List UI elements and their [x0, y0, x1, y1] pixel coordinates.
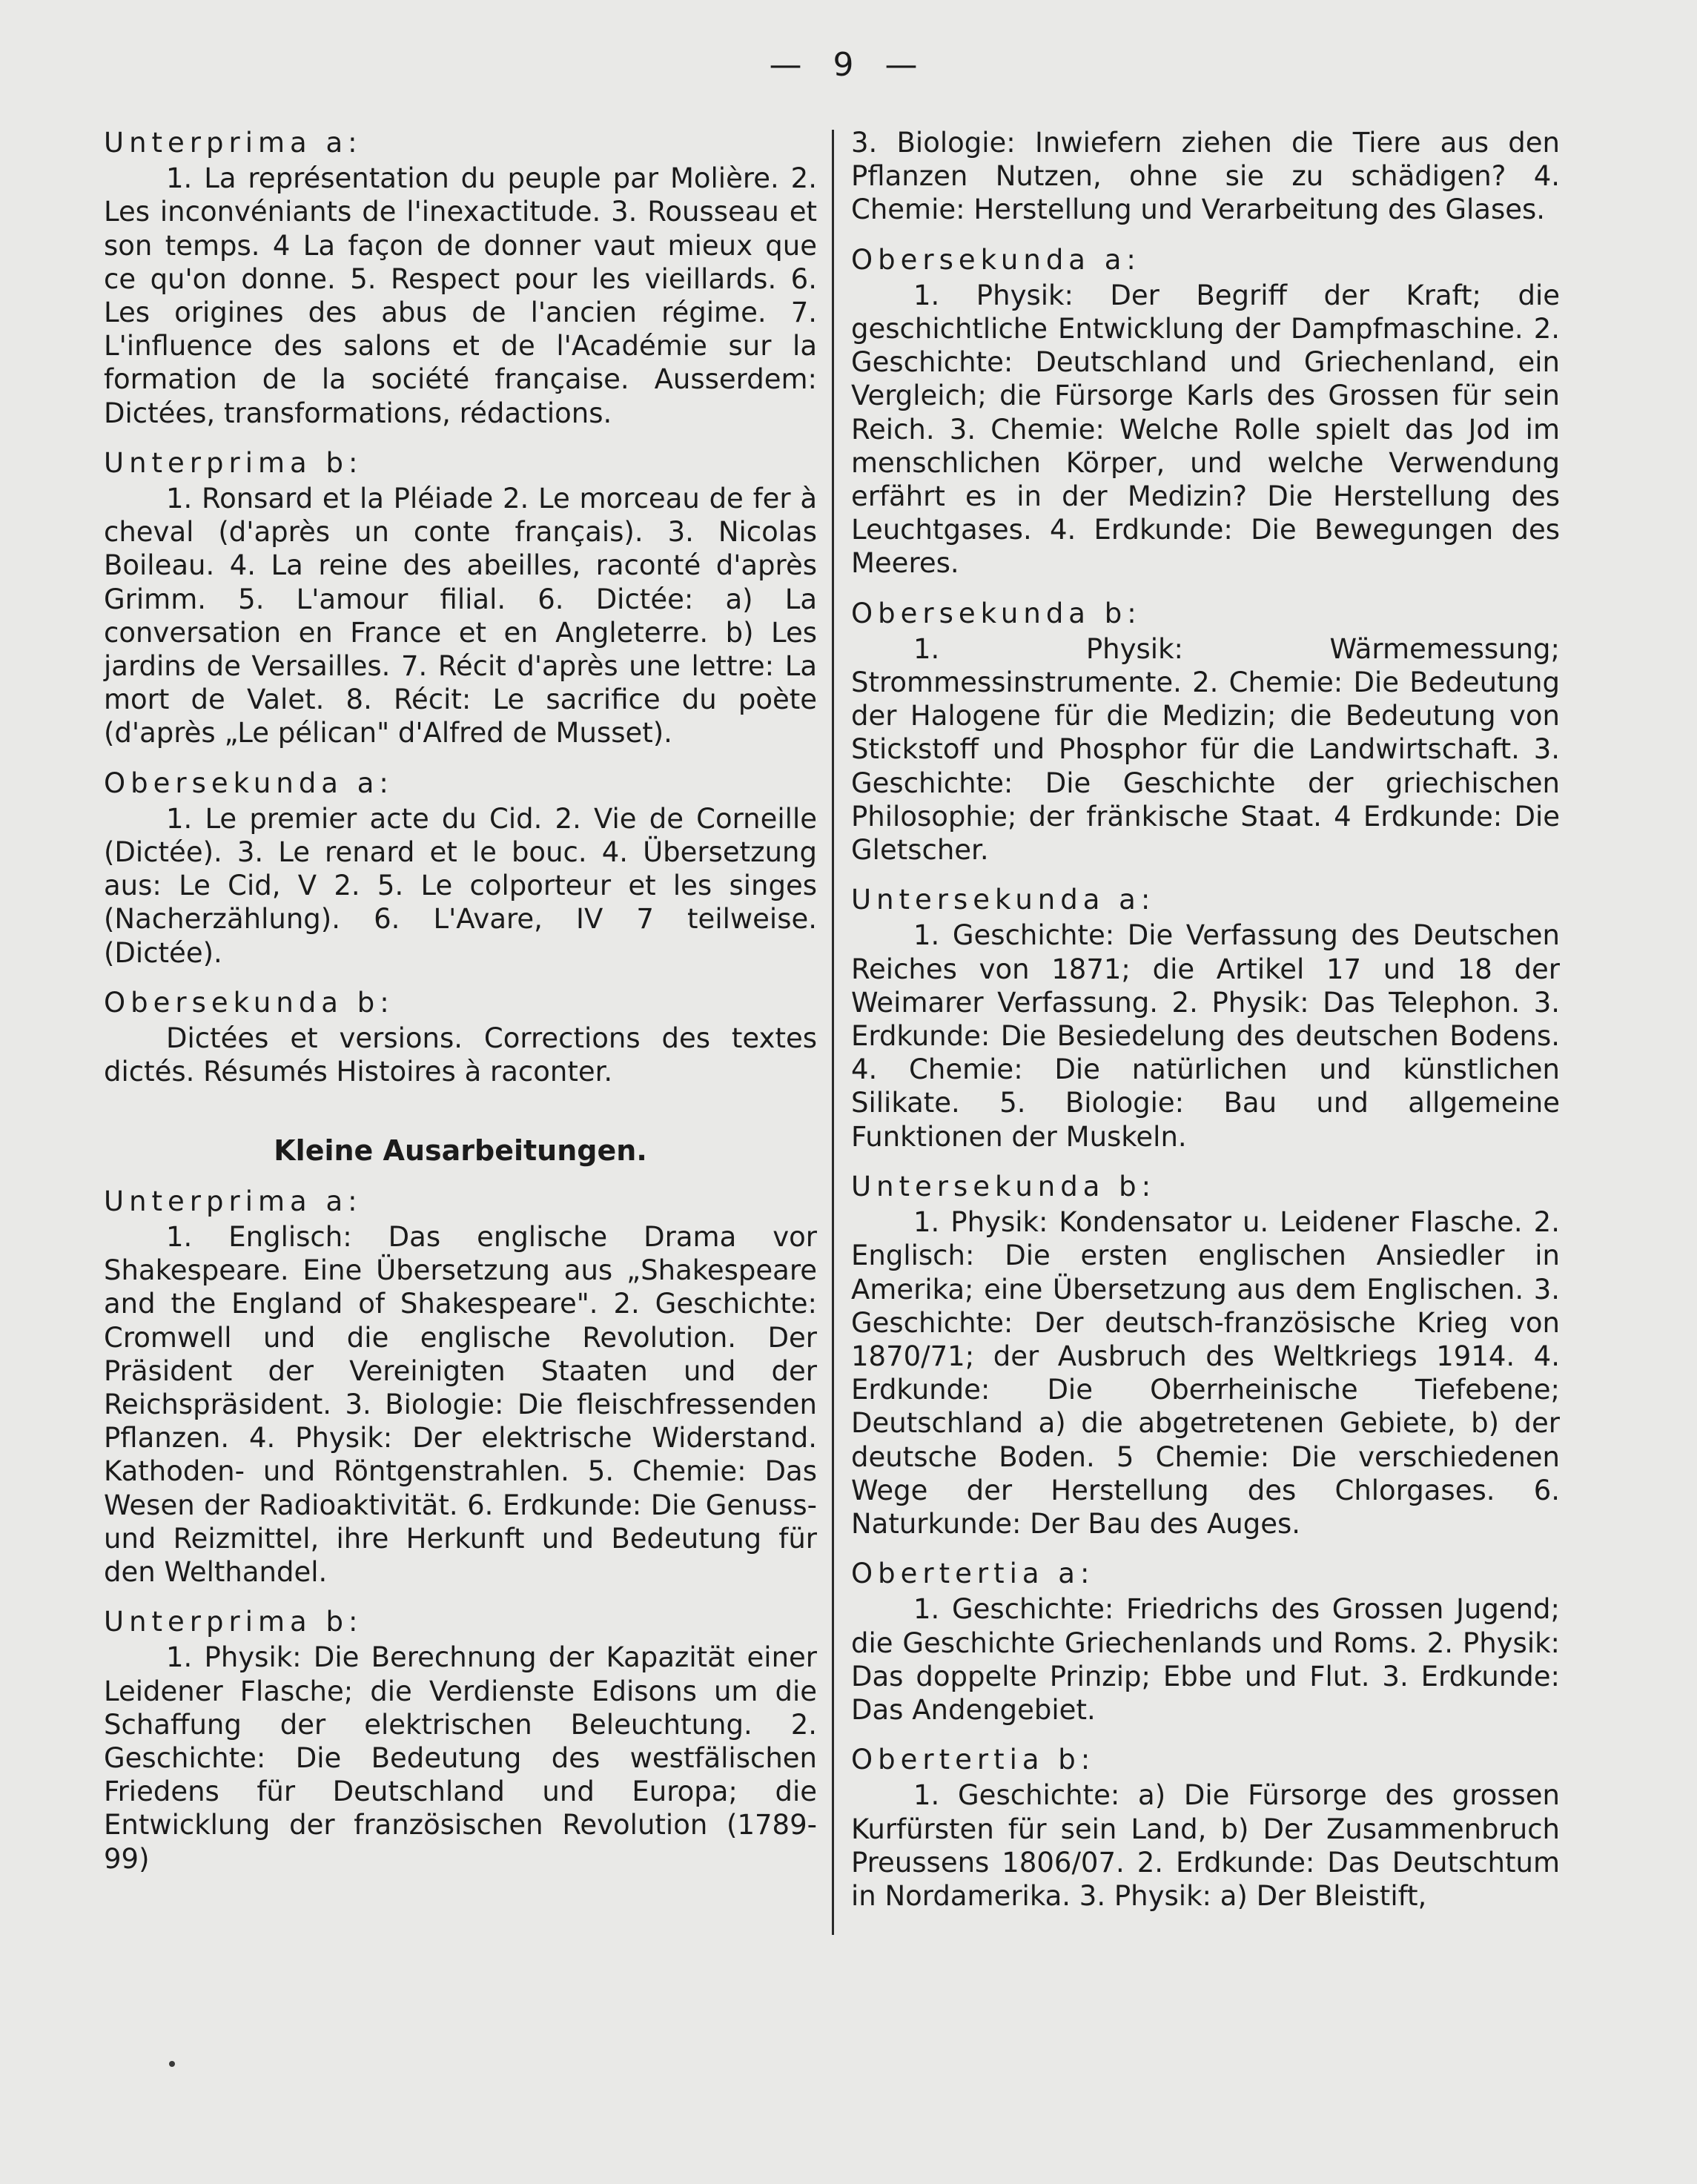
section-text: 1. Geschichte: Friedrichs des Grossen Jugend; die Geschichte Griechenlands und Roms. 2. Physik: Das doppelte Prinzip; Ebbe und Flut. 3. Erdkunde: Das Andengebiet. [851, 1593, 1560, 1726]
section-heading-obertertia-b: Obertertia b: [851, 1744, 1096, 1776]
section-body [104, 1220, 817, 1589]
section-text: 1. Physik: Wärmemessung; Strommessinstrumente. 2. Chemie: Die Bedeutung der Halogene für die Medizin; die Bedeutung von Stickstoff und Phosphor für die Landwirtschaft. 3. Geschichte: Die Geschichte der griechischen Philosophie; der fränkische Staat. 4 Erdkunde: Die Gletscher. [851, 632, 1560, 867]
section-text: 1. Geschichte: Die Verfassung des Deutschen Reiches von 1871; die Artikel 17 und 18 der Weimarer Verfassung. 2. Physik: Das Telephon. 3. Erdkunde: Die Besiedelung des deutschen Bodens. 4. Chemie: Die natürlichen und künstlichen Silikate. 5. Biologie: Bau und allgemeine Funktionen der Muskeln. [851, 919, 1560, 1153]
section-heading-obersekunda-b: Obersekunda b: [104, 986, 394, 1019]
section-text: 1. Physik: Die Berechnung der Kapazität einer Leidener Flasche; die Verdienste Edisons um die Schaffung der elektrischen Beleuchtung. 2. Geschichte: Die Bedeutung des westfälischen Friedens für Deutschland und Europa; die Entwicklung der französischen Revolution (1789-99) [104, 1641, 817, 1875]
section-text: 1. Englisch: Das englische Drama vor Shakespeare. Eine Übersetzung aus „Shakespeare and the England of Shakespeare". 2. Geschichte: Cromwell und die englische Revolution. Der Präsident der Vereinigten Staaten und der Reichspräsident. 3. Biologie: Die fleischfressenden Pflanzen. 4. Physik: Der elektrische Widerstand. Kathoden- und Röntgenstrahlen. 5. Chemie: Das Wesen der Radioaktivität. 6. Erdkunde: Die Genuss- und Reizmittel, ihre Herkunft und Bedeutung für den Welthandel. [104, 1220, 817, 1588]
section-heading-obersekunda-a: Obersekunda a: [851, 243, 1141, 276]
section-heading-obersekunda-a: Obersekunda a: [104, 767, 394, 799]
section-body [104, 802, 817, 970]
section-heading-obersekunda-b: Obersekunda b: [851, 597, 1142, 629]
section-body [104, 482, 817, 750]
section-text: 1. Geschichte: a) Die Fürsorge des grossen Kurfürsten für sein Land, b) Der Zusammenbruch Preussens 1806/07. 2. Erdkunde: Das Deutschtum in Nordamerika. 3. Physik: a) Der Bleistift, [851, 1779, 1560, 1912]
section-body [851, 1205, 1560, 1541]
section-heading-unterprima-a: Unterprima a: [104, 127, 363, 159]
section-text: 1. Physik: Kondensator u. Leidener Flasche. 2. Englisch: Die ersten englischen Ansiedler in Amerika; eine Übersetzung aus dem Englischen. 3. Geschichte: Der deutsch-französische Krieg von 1870/71; der Ausbruch des Weltkriegs 1914. 4. Erdkunde: Die Oberrheinische Tiefebene; Deutschland a) die abgetretenen Gebiete, b) der deutsche Boden. 5 Chemie: Die verschiedenen Wege der Herstellung des Chlorgases. 6. Naturkunde: Der Bau des Auges. [851, 1206, 1560, 1540]
section-body [104, 1022, 817, 1088]
right-column [851, 126, 1560, 1913]
section-body [104, 162, 817, 430]
column-divider [832, 130, 834, 1935]
section-body [104, 1641, 817, 1875]
continued-text [851, 126, 1560, 227]
section-text: 1. La représentation du peuple par Molière. 2. Les inconvéniants de l'inexactitude. 3. Rousseau et son temps. 4 La façon de donner vaut mieux que ce qu'on donne. 5. Respect pour les vieillards. 6. Les origines des abus de l'ancien régime. 7. L'influence des salons et de l'Académie sur la formation de la société française. Ausserdem: Dictées, transformations, rédactions. [104, 162, 817, 429]
section-body [851, 632, 1560, 867]
section-heading-unterprima-b: Unterprima b: [104, 446, 363, 479]
section-text: 1. Physik: Der Begriff der Kraft; die geschichtliche Entwicklung der Dampfmaschine. 2. Geschichte: Deutschland und Griechenland, ein Vergleich; die Fürsorge Karls des Grossen für sein Reich. 3. Chemie: Welche Rolle spielt das Jod im menschlichen Körper, und welche Verwendung erfährt es in der Medizin? Die Herstellung des Leuchtgases. 4. Erdkunde: Die Bewegungen des Meeres. [851, 279, 1560, 580]
left-column [104, 126, 817, 1876]
section-text: Dictées et versions. Corrections des textes dictés. Résumés Histoires à raconter. [104, 1022, 817, 1088]
section-heading-untersekunda-b: Untersekunda b: [851, 1170, 1157, 1202]
section-heading-untersekunda-a: Untersekunda a: [851, 884, 1156, 916]
section-body [851, 1592, 1560, 1727]
section-body [851, 919, 1560, 1153]
section-heading-unterprima-b: Unterprima b: [104, 1606, 363, 1638]
section-text: 1. Ronsard et la Pléiade 2. Le morceau de fer à cheval (d'après un conte français). 3. Nicolas Boileau. 4. La reine des abeilles, raconté d'après Grimm. 5. L'amour filial. 6. Dictée: a) La conversation en France et en Angleterre. b) Les jardins de Versailles. 7. Récit d'après une lettre: La mort de Valet. 8. Récit: Le sacrifice du poète (d'après „Le pélican" d'Alfred de Musset). [104, 483, 817, 749]
section-text: 3. Biologie: Inwiefern ziehen die Tiere aus den Pflanzen Nutzen, ohne sie zu schädigen? 4. Chemie: Herstellung und Verarbeitung des Glases. [851, 127, 1560, 226]
section-text: 1. Le premier acte du Cid. 2. Vie de Corneille (Dictée). 3. Le renard et le bouc. 4. Übersetzung aus: Le Cid, V 2. 5. Le colporteur et les singes (Nacherzählung). 6. L'Avare, IV 7 teilweise. (Dictée). [104, 802, 817, 969]
section-body [851, 279, 1560, 580]
section-heading-obertertia-a: Obertertia a: [851, 1558, 1095, 1590]
subsection-title: Kleine Ausarbeitungen. [274, 1134, 647, 1168]
section-heading-unterprima-a: Unterprima a: [104, 1185, 363, 1217]
page-number: — 9 — [769, 46, 928, 84]
section-body [851, 1778, 1560, 1913]
ink-speck [169, 2061, 175, 2067]
